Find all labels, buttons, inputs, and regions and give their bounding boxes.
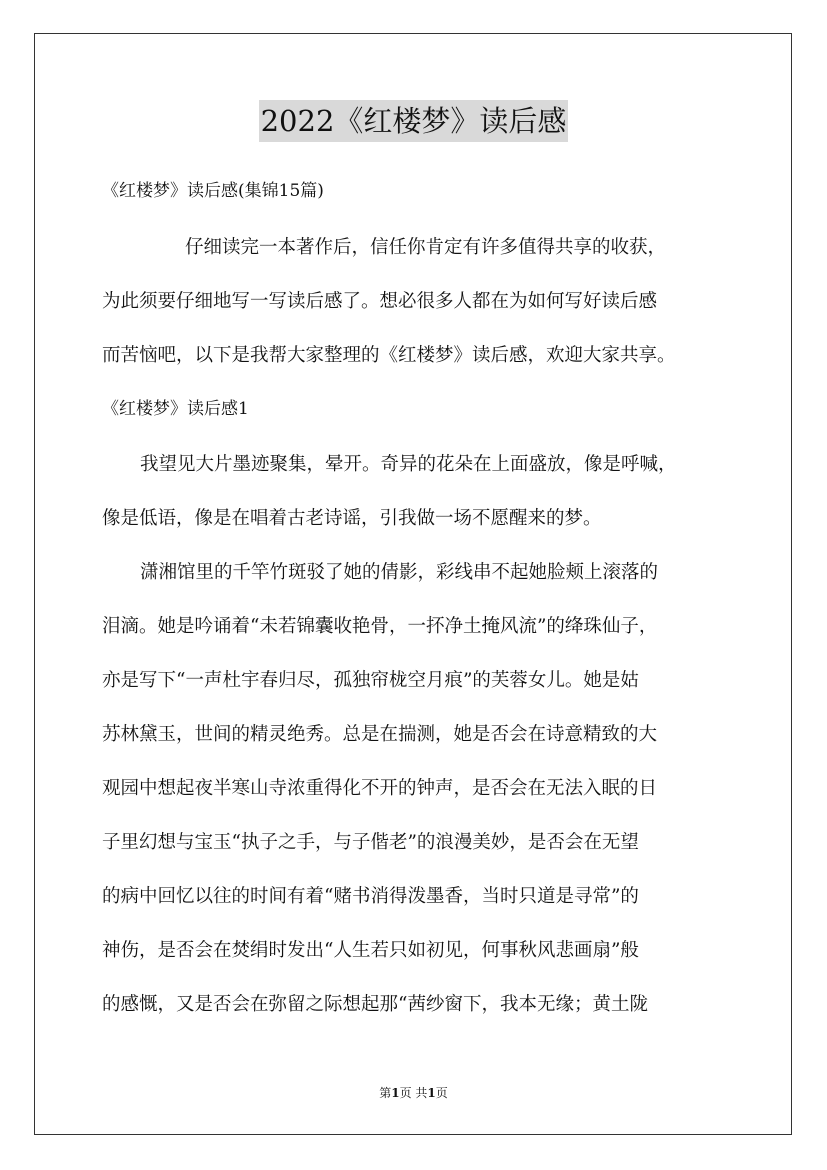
footer-page-current: 1 bbox=[391, 1086, 400, 1100]
paragraph-line: 观园中想起夜半寒山寺浓重得化不开的钟声，是否会在无法入眠的日 bbox=[102, 778, 658, 799]
document-title: 2022《红楼梦》读后感 bbox=[259, 100, 569, 142]
section-heading: 《红楼梦》读后感1 bbox=[102, 399, 249, 419]
page-footer bbox=[0, 1084, 827, 1101]
paragraph-line: 泪滴。她是吟诵着“未若锦囊收艳骨，一抔净土掩风流”的绛珠仙子， bbox=[102, 616, 658, 637]
document-title-block bbox=[0, 100, 827, 142]
paragraph-line: 苏林黛玉，世间的精灵绝秀。总是在揣测，她是否会在诗意精致的大 bbox=[102, 724, 658, 745]
intro-line: 而苦恼吧，以下是我帮大家整理的《红楼梦》读后感，欢迎大家共享。 bbox=[102, 345, 676, 366]
paragraph-line: 的病中回忆以往的时间有着“赌书消得泼墨香，当时只道是寻常”的 bbox=[102, 886, 639, 907]
paragraph-line: 的感慨，又是否会在弥留之际想起那“茜纱窗下，我本无缘；黄土陇 bbox=[102, 994, 648, 1015]
paragraph-line: 像是低语，像是在唱着古老诗谣，引我做一场不愿醒来的梦。 bbox=[102, 508, 602, 529]
document-subtitle: 《红楼梦》读后感(集锦15篇) bbox=[102, 181, 324, 201]
paragraph-line: 潇湘馆里的千竿竹斑驳了她的倩影，彩线串不起她脸颊上滚落的 bbox=[140, 562, 659, 583]
paragraph-line: 亦是写下“一声杜宇春归尽，孤独帘栊空月痕”的芙蓉女儿。她是姑 bbox=[102, 670, 639, 691]
footer-page-mid: 页 共 bbox=[399, 1086, 428, 1100]
footer-page-total: 1 bbox=[427, 1086, 436, 1100]
paragraph-line: 我望见大片墨迹聚集，晕开。奇异的花朵在上面盛放，像是呼喊， bbox=[140, 454, 677, 475]
intro-line: 为此须要仔细地写一写读后感了。想必很多人都在为如何写好读后感 bbox=[102, 291, 658, 312]
paragraph-line: 子里幻想与宝玉“执子之手，与子偕老”的浪漫美妙，是否会在无望 bbox=[102, 832, 639, 853]
footer-page-suffix: 页 bbox=[435, 1086, 448, 1100]
footer-page-prefix: 第 bbox=[379, 1086, 392, 1100]
intro-line: 仔细读完一本著作后，信任你肯定有许多值得共享的收获， bbox=[185, 237, 667, 258]
paragraph-line: 神伤，是否会在焚绢时发出“人生若只如初见，何事秋风悲画扇”般 bbox=[102, 940, 639, 961]
